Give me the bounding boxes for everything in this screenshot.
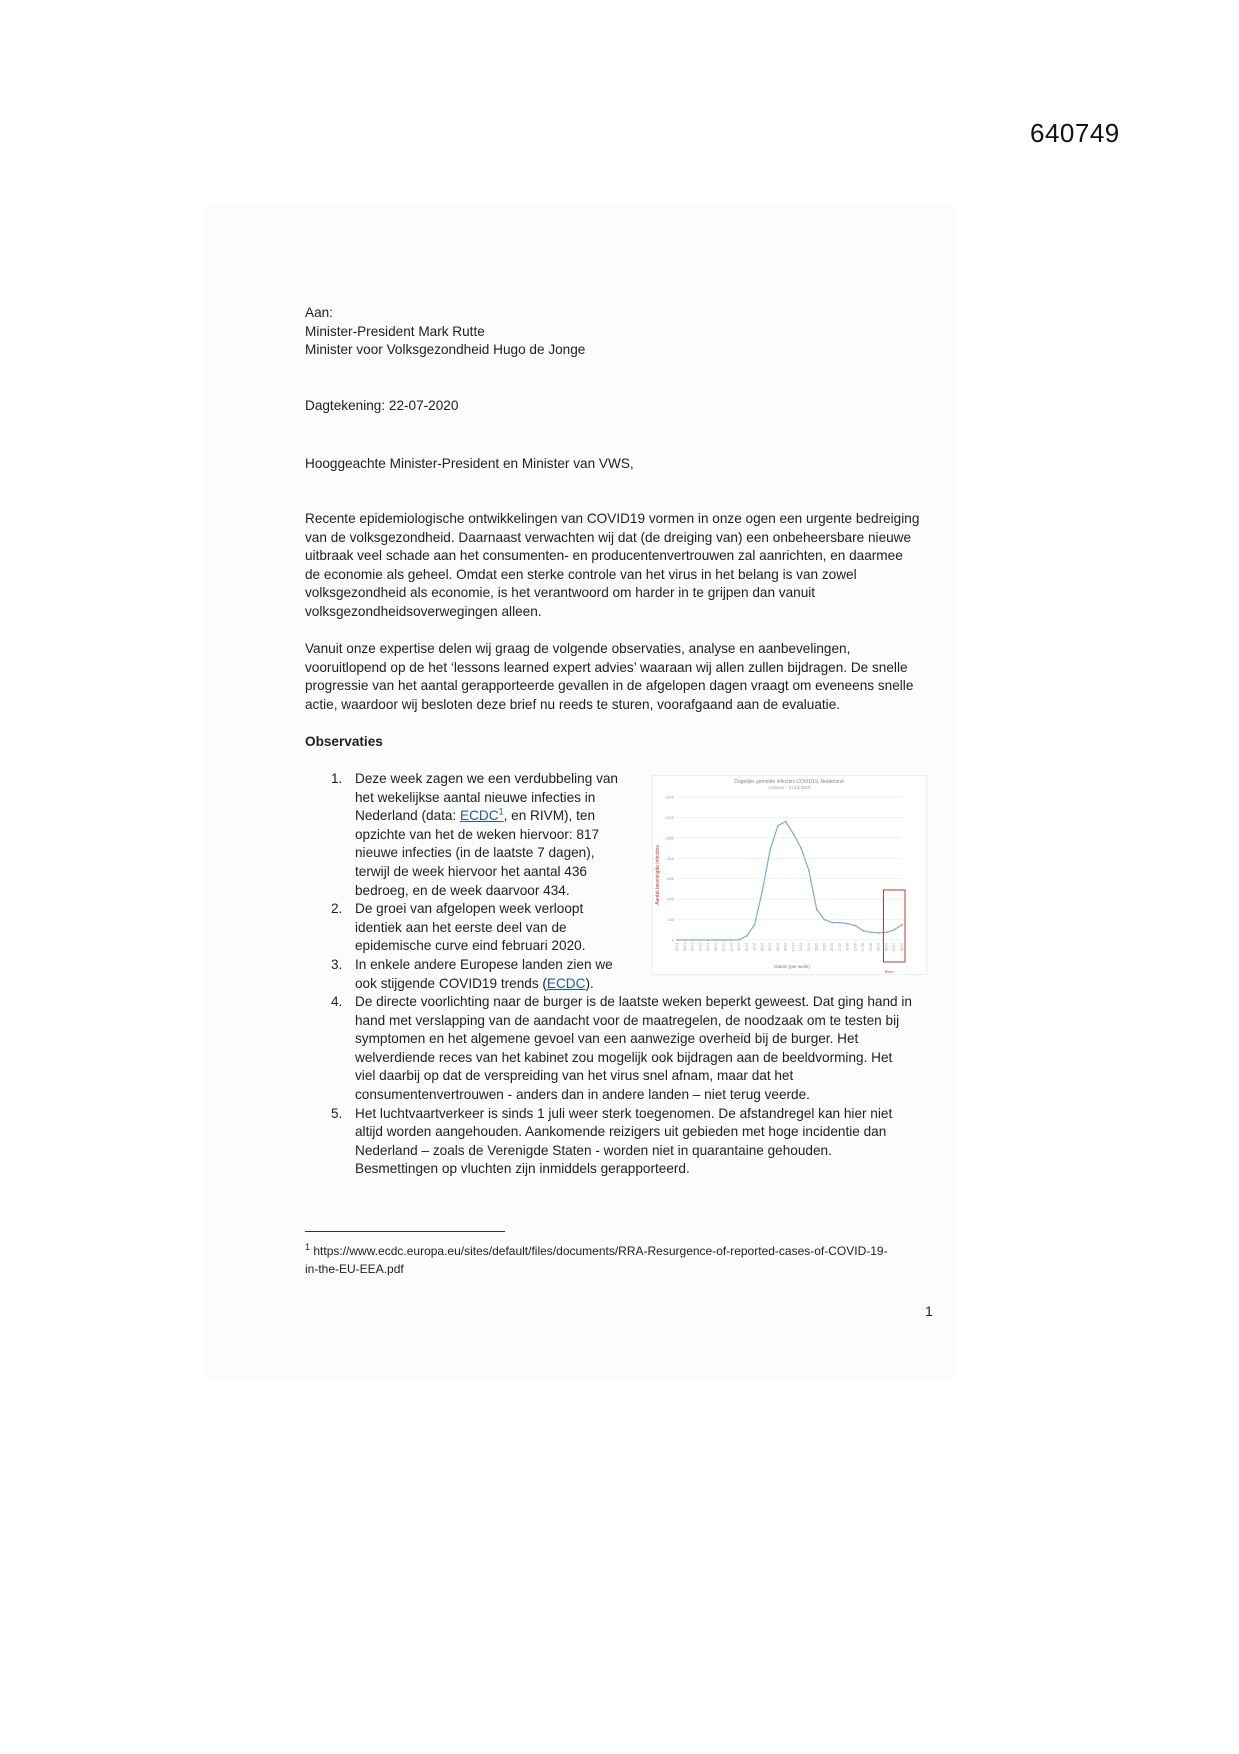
item-line: hand met verslapping van de aandacht voor de maatregelen, de noodzaak om te testen bij [355, 1012, 900, 1028]
x-tick-label: 10-06 [853, 943, 858, 952]
data-point [761, 890, 763, 892]
data-point [746, 935, 748, 937]
item-line: symptomen en het algemene gevoel van een aanwezige overheid bij de burger. Het [355, 1031, 859, 1047]
item-line: Deze week zagen we een verdubbeling van [355, 771, 618, 786]
item-line: consumentenvertrouwen - anders dan in andere landen – niet terug veerde. [355, 1086, 810, 1102]
data-point [676, 939, 678, 941]
paragraph-line: actie, waardoor wij besloten deze brief nu reeds te sturen, voorafgaand aan de evaluatie. [305, 696, 841, 712]
data-point [692, 939, 694, 941]
footnote-line [305, 1242, 945, 1260]
observation-item-5 [331, 1105, 936, 1179]
item-line: identiek aan het eerste deel van de [355, 919, 567, 935]
paragraph-line: uitbraak veel schade aan het consumenten- en producentenvertrouwen zal aanrichten, en daarmee [305, 548, 903, 564]
footnote-rule [305, 1231, 505, 1232]
x-tick-label: 29-01 [706, 943, 711, 952]
x-tick-label: 25-03 [768, 943, 773, 952]
y-tick-label: 0 [671, 937, 674, 943]
item-line: welverdiende reces van het kabinet zou mogelijk ook bijdragen aan de beeldvorming. Het [355, 1049, 893, 1065]
expertise-paragraph [305, 640, 945, 714]
paragraph-line: volksgezondheid als economie, is het verantwoord om harder in te grijpen dan vanuit [305, 585, 816, 601]
paragraph-line: volksgezondheidsoverwegingen alleen. [305, 603, 542, 619]
observation-item-1 [331, 770, 631, 900]
x-tick-label: 22-04 [799, 943, 804, 952]
item-text: Nederland (data: [355, 808, 461, 824]
address-line: Minister voor Volksgezondheid Hugo de Jonge [305, 342, 586, 358]
item-line [355, 807, 631, 826]
data-point [715, 939, 717, 941]
observation-item-4 [331, 993, 936, 1105]
x-tick-label: 17-06 [861, 943, 866, 952]
data-point [878, 932, 880, 934]
data-point [785, 821, 787, 823]
data-point [800, 847, 802, 849]
x-tick-label: 18-03 [760, 943, 765, 952]
item-number: 2. [331, 901, 343, 917]
data-point [723, 939, 725, 941]
item-text: ). [585, 975, 594, 991]
item-line: Nederland – zoals de Verenigde Staten - worden niet in quarantaine gehouden. [355, 1142, 832, 1158]
item-number: 5. [331, 1105, 343, 1121]
address-block [305, 304, 585, 360]
chart-subtitle: 1 januari – 21 juli 2020 [767, 785, 811, 790]
paragraph-line: Vanuit onze expertise delen wij graag de volgende observaties, analyse en aanbevelingen, [305, 641, 851, 656]
x-tick-label: 26-02 [737, 943, 742, 952]
infections-line-chart [652, 775, 927, 975]
x-tick-label: 05-02 [713, 943, 718, 952]
source-label: Bron: [885, 969, 895, 974]
x-tick-label: 15-07 [892, 943, 897, 952]
data-point [862, 930, 864, 932]
data-point [855, 925, 857, 927]
data-point [824, 919, 826, 921]
ecdc-link[interactable]: ECDC [546, 975, 586, 991]
data-point [777, 825, 779, 827]
data-point [847, 923, 849, 925]
footnote-url: https://www.ecdc.europa.eu/sites/default/files/documents/RRA-Resurgence-of-reported-cases-of-COVID-19- [310, 1244, 888, 1258]
data-point [699, 939, 701, 941]
item-line: Besmettingen op vluchten zijn inmiddels gerapporteerd. [355, 1161, 690, 1177]
letter-date: Dagtekening: 22-07-2020 [305, 398, 459, 413]
y-axis-label: Aantal bevestigde infecties [655, 845, 661, 905]
x-tick-label: 12-02 [721, 943, 726, 952]
data-point [684, 939, 686, 941]
x-tick-label: 03-06 [845, 943, 850, 952]
item-line: In enkele andere Europese landen zien we [355, 956, 613, 972]
item-line: het wekelijkse aantal nieuwe infecties in [355, 789, 596, 805]
y-tick-label: 1400 [665, 794, 674, 800]
x-tick-label: 13-05 [822, 943, 827, 952]
x-tick-label: 01-04 [775, 943, 780, 952]
footnote [305, 1242, 945, 1278]
item-line: nieuwe infecties (in de laatste 7 dagen), [355, 845, 595, 861]
x-tick-label: 19-02 [729, 943, 734, 952]
document-number: 640749 [1030, 118, 1120, 148]
observations-list-bottom [331, 993, 936, 1179]
y-tick-label: 400 [667, 896, 674, 902]
item-line: viel daarbij op dat de verspreiding van het virus snel afnam, maar dat het [355, 1068, 794, 1084]
data-point [730, 939, 732, 941]
paragraph-line: van de volksgezondheid. Daarnaast verwachten wij dat (de dreiging van) een onbeheersbare nieuwe [305, 529, 912, 545]
x-axis-label: Datum (per week) [774, 964, 810, 969]
data-point [901, 924, 903, 926]
section-heading: Observaties [305, 734, 383, 749]
y-tick-label: 800 [667, 855, 674, 861]
x-tick-label: 22-01 [698, 943, 703, 952]
x-tick-label: 21-07 [900, 943, 904, 952]
item-line: De groei van afgelopen week verloopt [355, 901, 584, 917]
item-number: 1. [331, 771, 343, 786]
data-point [738, 939, 740, 941]
paragraph-line: Recente epidemiologische ontwikkelingen van COVID19 vormen in onze ogen een urgente bedreiging [305, 511, 920, 526]
x-tick-label: 04-03 [744, 943, 749, 952]
data-point [769, 849, 771, 851]
observation-item-2 [331, 900, 631, 956]
observations-list-top [331, 770, 631, 993]
item-number: 3. [331, 956, 343, 972]
x-tick-label: 01-01 [675, 943, 679, 952]
data-point [870, 931, 872, 933]
y-tick-label: 1000 [665, 835, 674, 841]
data-point [754, 924, 756, 926]
item-line: altijd worden aangehouden. Aankomende reizigers uit gebieden met hoge incidentie dan [355, 1124, 887, 1140]
data-point [707, 939, 709, 941]
intro-paragraph [305, 510, 945, 622]
item-line: opzichte van het de weken hiervoor: 817 [355, 826, 600, 842]
y-tick-label: 600 [667, 876, 674, 882]
x-tick-label: 15-01 [690, 943, 695, 952]
x-tick-label: 15-04 [791, 943, 796, 952]
paragraph-line: de economie als geheel. Omdat een sterke controle van het virus in het belang is van zowel [305, 566, 857, 582]
data-point [792, 833, 794, 835]
item-text: ook stijgende COVID19 trends ( [355, 975, 547, 991]
x-tick-label: 11-03 [752, 943, 757, 951]
x-tick-label: 08-04 [783, 943, 788, 952]
x-tick-label: 24-06 [868, 943, 873, 952]
x-tick-label: 27-05 [837, 943, 842, 952]
salutation: Hooggeachte Minister-President en Minister van VWS, [305, 456, 634, 471]
data-point [893, 929, 895, 931]
footnote-line: in-the-EU-EEA.pdf [305, 1262, 404, 1276]
x-tick-label: 06-05 [814, 943, 819, 952]
item-number: 4. [331, 994, 343, 1009]
data-point [886, 931, 888, 933]
item-line: Het luchtvaartverkeer is sinds 1 juli weer sterk toegenomen. De afstandregel kan hier niet [355, 1105, 893, 1121]
chart-title: Dagelijks gemelde infecties COVID19, Nederland [734, 779, 844, 785]
item-line: epidemische curve eind februari 2020. [355, 938, 586, 954]
paragraph-line: vooruitlopend op de het ‘lessons learned expert advies’ waaraan wij allen zullen bijdragen. De snelle [305, 659, 908, 675]
item-line: De directe voorlichting naar de burger is de laatste weken beperkt geweest. Dat ging hand in [355, 994, 912, 1009]
footnote-ref: 1 [498, 806, 504, 817]
x-tick-label: 08-01 [682, 943, 687, 952]
page-number: 1 [925, 1303, 933, 1319]
address-line: Minister-President Mark Rutte [305, 323, 485, 339]
footnote-marker: 1 [305, 1242, 311, 1252]
x-tick-label: 29-04 [806, 943, 811, 952]
x-tick-label: 01-07 [876, 943, 881, 952]
y-tick-label: 200 [667, 917, 674, 923]
observation-item-3 [331, 956, 631, 993]
y-tick-label: 1200 [665, 814, 674, 820]
item-line: terwijl de week hiervoor het aantal 436 [355, 863, 587, 879]
item-line: bedroeg, en de week daarvoor 434. [355, 882, 570, 898]
paragraph-line: progressie van het aantal gerapporteerde gevallen in de afgelopen dagen vraagt om eveneens snelle [305, 678, 914, 694]
data-point [816, 908, 818, 910]
x-tick-label: 20-05 [830, 943, 835, 952]
ecdc-link[interactable] [460, 808, 504, 823]
data-point [808, 870, 810, 872]
ecdc-link-text: ECDC [460, 808, 499, 824]
item-line [355, 975, 631, 994]
x-tick-label: 08-07 [884, 943, 889, 952]
data-point [831, 922, 833, 924]
data-point [839, 922, 841, 924]
address-line: Aan: [305, 305, 333, 320]
item-text: , en RIVM), ten [503, 808, 596, 824]
